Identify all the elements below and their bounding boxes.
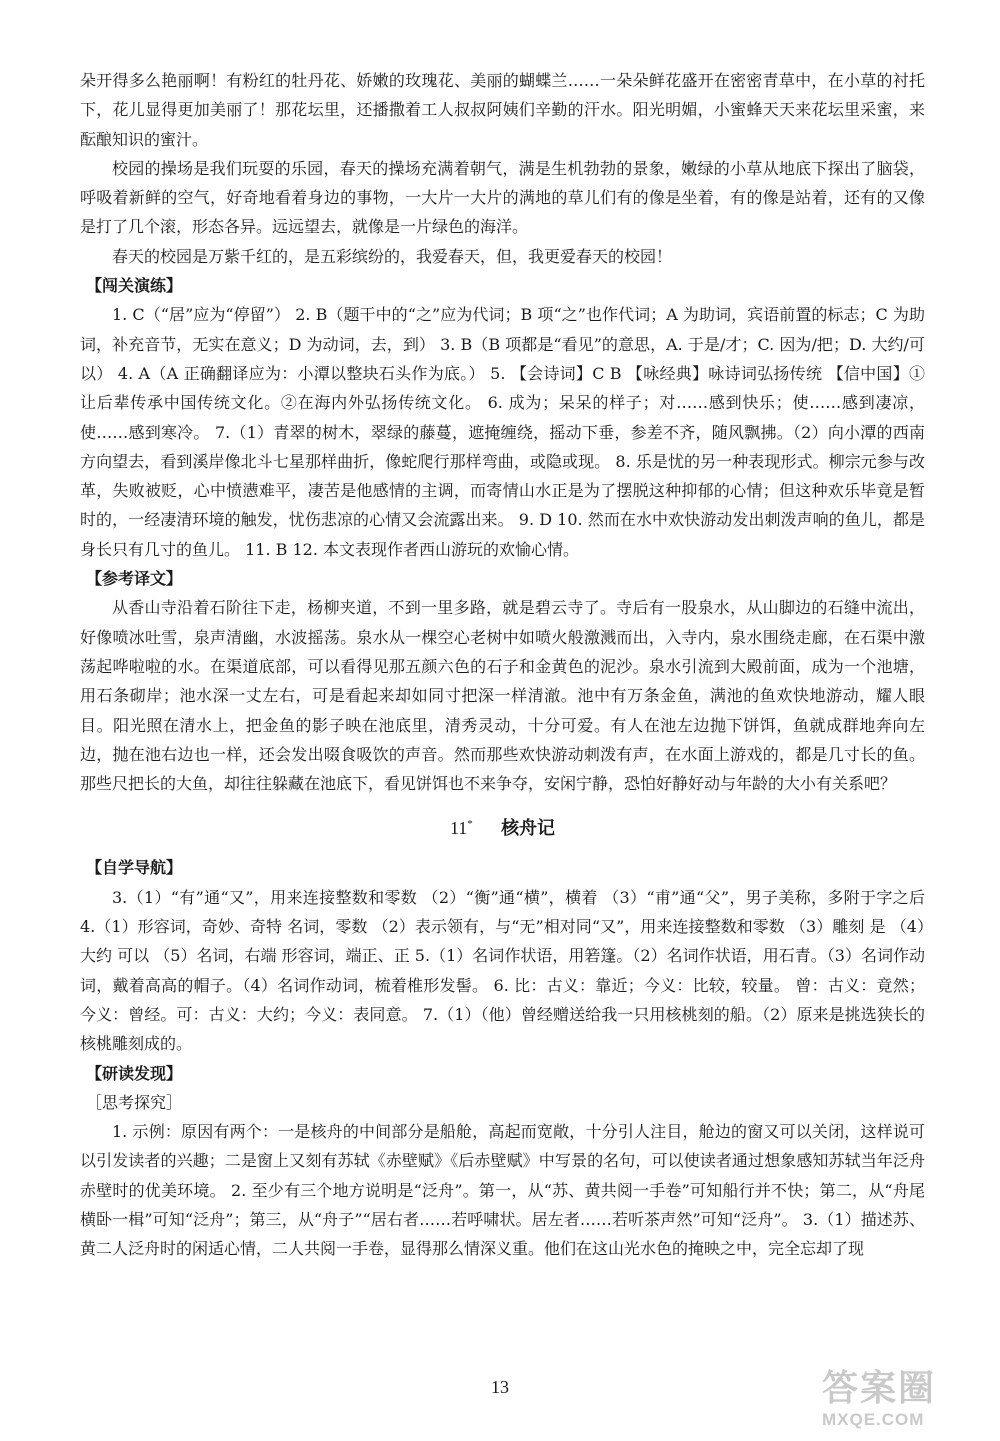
chuangguan-answers: 1. C（“居”应为“停留”） 2. B（题干中的“之”应为代词；B 项“之”也作代词；A 为助词，宾语前置的标志；C 为助词，补充音节，无实在意义；D 为动词，去，到） 3. B（B 项都是“看见”的意思，A. 于是/才；C. 因为/把；D. 大约/可以） 4. A（A 正确翻译应为：小潭以整块石头作为底。） 5. 【会诗词】C B 【咏经典】咏诗词弘扬传统 【信中国】①让后辈传承中国传统文化。②在海内外弘扬传统文化。 6. 成为；呆呆的样子；对……感到快乐；使……感到凄凉，使……感到寒冷。 7.（1）青翠的树木，翠绿的藤蔓，遮掩缠绕，摇动下垂，参差不齐，随风飘拂。（2）向小潭的西南方向望去，看到溪岸像北斗七星那样曲折，像蛇爬行那样弯曲，或隐或现。 8. 乐是忧的另一种表现形式。柳宗元参与改革，失败被贬，心中愤懑难平，凄苦是他感情的主调，而寄情山水正是为了摆脱这种抑郁的心情；但这种欢乐毕竟是暂时的，一经凄清环境的触发，忧伤悲凉的心情又会流露出来。 9. D 10. 然而在水中欢快游动发出刺泼声响的鱼儿，都是身长只有几寸的鱼儿。 11. B 12. 本文表现作者西山游玩的欢愉心情。	[80, 305, 925, 559]
chapter-name: 核舟记	[501, 818, 556, 840]
section-heading-yiwen: 【参考译文】	[86, 569, 183, 589]
yiwen-translation: 从香山寺沿着石阶往下走，杨柳夹道，不到一里多路，就是碧云寺了。寺后有一股泉水，从山脚边的石缝中流出，好像喷冰吐雪，泉声清幽，水波摇荡。泉水从一棵空心老树中如喷火般激溅而出，入寺内，泉水围绕走廊，在石渠中激荡起哗啦啦的水。在渠道底部，可以看得见那五颜六色的石子和金黄色的泥沙。泉水引流到大殿前面，成为一个池塘，用石条砌岸；池水深一丈左右，可是看起来却如同寸把深一样清澈。池中有万条金鱼，满池的鱼欢快地游动，耀人眼目。阳光照在清水上，把金鱼的影子映在池底里，清秀灵动，十分可爱。有人在池左边抛下饼饵，鱼就成群地奔向左边，抛在池右边也一样，还会发出啜食吸饮的声音。然而那些欢快游动刺泼有声，在水面上游戏的，都是几寸长的鱼。那些尺把长的大鱼，却往往躲藏在池底下，看见饼饵也不来争夺，安闲宁静，恐怕好静好动与年龄的大小有关系吧？	[80, 598, 925, 794]
section-heading-chuangguan: 【闯关演练】	[86, 276, 183, 296]
section-heading-yandu: 【研读发现】	[86, 1063, 183, 1083]
chapter-number: 11*	[449, 818, 473, 839]
watermark-url: MXQE.COM	[822, 1410, 925, 1429]
intro-paragraph-3: 春天的校园是万紫千红的，是五彩缤纷的，我爱春天，但，我更爱春天的校园！	[112, 246, 673, 266]
chapter-title	[80, 806, 925, 847]
page-number: 13	[491, 1377, 509, 1397]
yandu-answers: 1. 示例：原因有两个：一是核舟的中间部分是船舱，高起而宽敞，十分引人注目，舱边的窗又可以关闭，这样说可以引发读者的兴趣；二是窗上又刻有苏轼《赤壁赋》《后赤壁赋》中写景的名句，可以使读者通过想象感知苏轼当年泛舟赤壁时的优美环境。 2. 至少有三个地方说明是“泛舟”。第一，从“苏、黄共阅一手卷”可知船行并不快；第二，从“舟尾横卧一楫”可知“泛舟”；第三，从“舟子”“居右者……若呼啸状。居左者……若听茶声然”可知“泛舟”。 3.（1）描述苏、黄二人泛舟时的闲适心情，二人共阅一手卷，显得那么情深义重。他们在这山光水色的掩映之中，完全忘却了现	[80, 1122, 925, 1259]
sub-heading-sikao: ［思考探究］	[86, 1092, 183, 1112]
page-content	[80, 66, 925, 1264]
watermark-logo	[822, 1366, 990, 1432]
intro-paragraph-2: 校园的操场是我们玩耍的乐园，春天的操场充满着朝气，满是生机勃勃的景象，嫩绿的小草从地底下探出了脑袋，呼吸着新鲜的空气，好奇地看着身边的事物，一大片一大片的满地的草儿们有的像是坐着，有的像是站着，还有的又像是打了几个滚，形态各异。远远望去，就像是一片绿色的海洋。	[80, 158, 925, 237]
watermark-mark: 答案圈	[822, 1368, 937, 1409]
zixue-answers: 3.（1）“有”通“又”，用来连接整数和零数 （2）“衡”通“横”，横着 （3）“甫”通“父”，男子美称，多附于字之后 4.（1）形容词，奇妙、奇特 名词，零数 （2）表示领有，与“无”相对同“又”，用来连接整数和零数 （3）雕刻 是 （4）大约 可以 （5）名词，右端 形容词，端正、正 5.（1）名词作状语，用箬篷。（2）名词作状语，用石青。（3）名词作动词，戴着高高的帽子。（4）名词作动词，梳着椎形发髻。 6. 比：古义：靠近；今义：比较，较量。 曾：古义：竟然；今义：曾经。可：古义：大约；今义：表同意。 7.（1）（他）曾经赠送给我一只用核桃刻的船。（2）原来是挑选狭长的核桃雕刻成的。	[80, 887, 925, 1054]
section-heading-zixue: 【自学导航】	[86, 858, 183, 878]
intro-paragraph-1: 朵开得多么艳丽啊！有粉红的牡丹花、娇嫩的玫瑰花、美丽的蝴蝶兰……一朵朵鲜花盛开在密密青草中，在小草的衬托下，花儿显得更加美丽了！那花坛里，还播撒着工人叔叔阿姨们辛勤的汗水。阳光明媚，小蜜蜂天天来花坛里采蜜，来酝酿知识的蜜汁。	[80, 71, 925, 149]
